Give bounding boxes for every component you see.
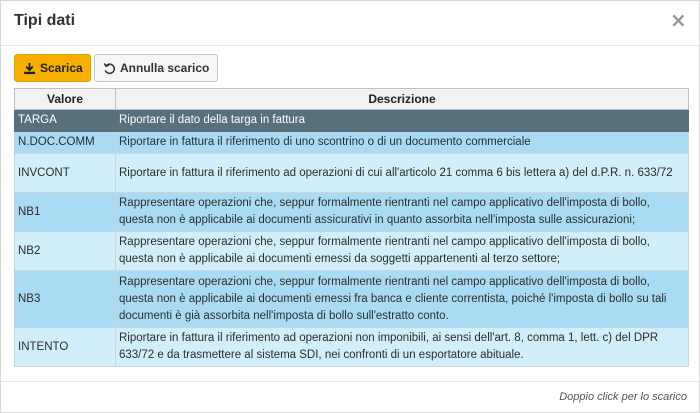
download-button[interactable] <box>14 54 91 82</box>
cancel-download-button[interactable] <box>94 54 218 82</box>
data-types-table <box>14 88 689 367</box>
column-header-valore[interactable]: Valore <box>15 89 116 110</box>
cell-description: Rappresentare operazioni che, seppur formalmente rientranti nel campo applicativo dell'imposta di bollo, questa non è applicabile ai documenti emessi fra banca e cliente correntista, poiché l'imposta di bollo su tali documenti è già assorbita nell'imposta di bollo sull'estratto conto. <box>116 271 689 328</box>
table-row[interactable] <box>15 193 689 232</box>
undo-icon <box>103 62 116 75</box>
dialog-footer <box>1 381 699 412</box>
cancel-download-button-label: Annulla scarico <box>120 61 210 75</box>
cell-description: Rappresentare operazioni che, seppur formalmente rientranti nel campo applicativo dell'imposta di bollo, questa non è applicabile ai documenti assicurativi in quanto assorbita nell'imposta sulle assicurazioni; <box>116 193 689 232</box>
cell-value: NB1 <box>15 193 116 232</box>
cell-description: Riportare in fattura il riferimento ad operazioni non imponibili, ai sensi dell'art. 8, comma 1, lett. c) del DPR 633/72 e da trasmettere al sistema SDI, nei confronti di un esportatore abituale. <box>116 328 689 367</box>
table-row[interactable] <box>15 154 689 193</box>
cell-value: N.DOC.COMM <box>15 132 116 154</box>
cell-value: INVCONT <box>15 154 116 193</box>
table-header-row <box>15 89 689 110</box>
close-icon[interactable]: × <box>670 8 687 32</box>
cell-value: NB3 <box>15 271 116 328</box>
cell-value: TARGA <box>15 110 116 132</box>
table-row[interactable] <box>15 132 689 154</box>
table-row[interactable] <box>15 271 689 328</box>
cell-description: Riportare in fattura il riferimento ad operazioni di cui all'articolo 21 comma 6 bis lettera a) del d.P.R. n. 633/72 <box>116 154 689 193</box>
double-click-hint: Doppio click per lo scarico <box>559 391 687 403</box>
table-row[interactable] <box>15 110 689 132</box>
cell-value: INTENTO <box>15 328 116 367</box>
dialog-header <box>1 1 699 46</box>
cell-description: Rappresentare operazioni che, seppur formalmente rientranti nel campo applicativo dell'imposta di bollo, questa non è applicabile ai documenti emessi da soggetti appartenenti al terzo settore; <box>116 232 689 271</box>
cell-description: Riportare in fattura il riferimento di uno scontrino o di un documento commerciale <box>116 132 689 154</box>
cell-description: Riportare il dato della targa in fattura <box>116 110 689 132</box>
table-row[interactable] <box>15 232 689 271</box>
dialog-title: Tipi dati <box>14 12 76 29</box>
download-icon <box>23 62 36 75</box>
download-button-label: Scarica <box>40 61 83 75</box>
cell-value: NB2 <box>15 232 116 271</box>
column-header-descrizione[interactable]: Descrizione <box>116 89 689 110</box>
table-row[interactable] <box>15 328 689 367</box>
